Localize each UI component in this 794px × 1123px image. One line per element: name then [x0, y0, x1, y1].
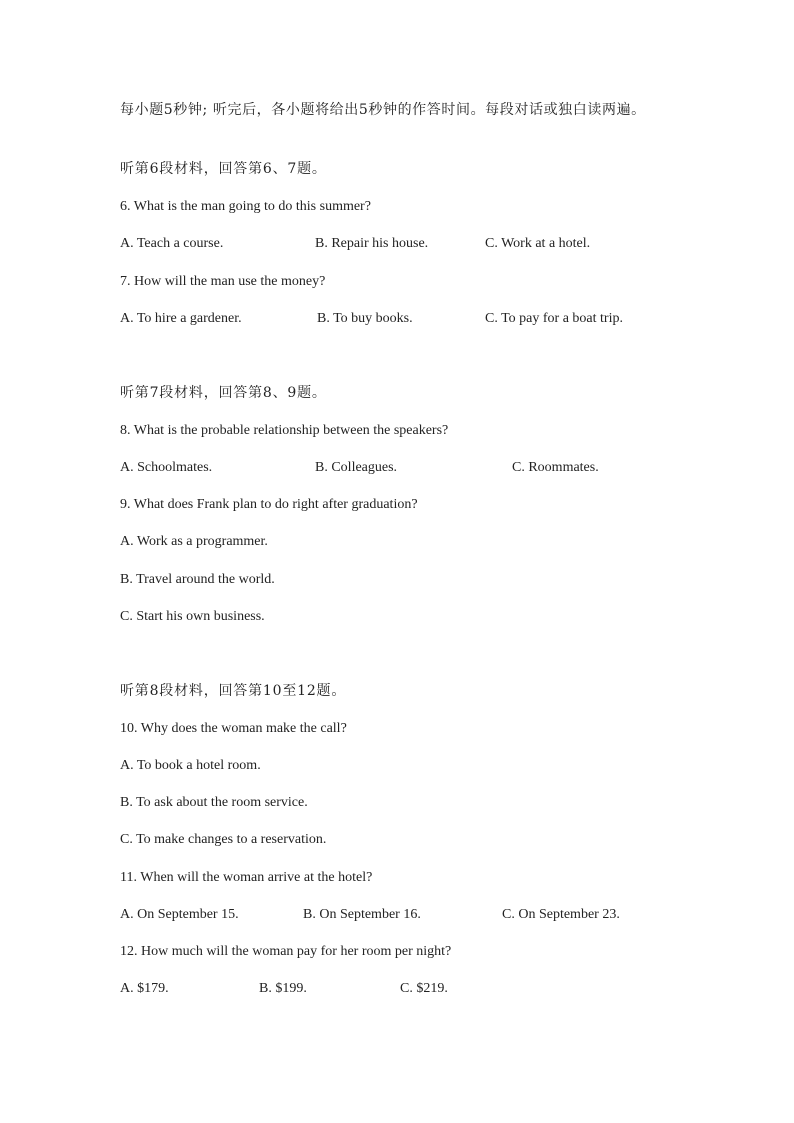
option-a: A. Teach a course.: [120, 236, 224, 251]
question-stem: 12. How much will the woman pay for her room per night?: [120, 944, 452, 959]
option-b: B. To ask about the room service.: [120, 795, 308, 810]
option-a: A. Work as a programmer.: [120, 534, 268, 549]
question-stem: 8. What is the probable relationship between the speakers?: [120, 423, 449, 438]
option-c: C. Start his own business.: [120, 609, 265, 624]
option-b: B. Colleagues.: [315, 460, 398, 475]
question-stem: 11. When will the woman arrive at the hotel?: [120, 870, 373, 885]
option-c: C. Work at a hotel.: [485, 236, 591, 251]
option-a: A. On September 15.: [120, 907, 239, 922]
option-c: C. Roommates.: [512, 460, 599, 475]
question-stem: 7. How will the man use the money?: [120, 274, 326, 289]
option-b: B. To buy books.: [317, 311, 413, 326]
question-stem: 6. What is the man going to do this summer?: [120, 199, 371, 214]
option-c: C. To make changes to a reservation.: [120, 832, 327, 847]
question-stem: 10. Why does the woman make the call?: [120, 721, 347, 736]
option-c: C. On September 23.: [502, 907, 620, 922]
option-c: C. $219.: [400, 981, 448, 996]
option-b: B. On September 16.: [303, 907, 421, 922]
section-heading: 听第7段材料，回答第8、9题。: [120, 385, 327, 401]
option-a: A. To book a hotel room.: [120, 758, 261, 773]
option-a: A. $179.: [120, 981, 169, 996]
option-c: C. To pay for a boat trip.: [485, 311, 623, 326]
option-b: B. Repair his house.: [315, 236, 429, 251]
section-heading: 听第8段材料，回答第10至12题。: [120, 683, 347, 699]
option-b: B. $199.: [259, 981, 307, 996]
section-heading: 听第6段材料，回答第6、7题。: [120, 161, 327, 177]
question-stem: 9. What does Frank plan to do right after graduation?: [120, 497, 418, 512]
option-a: A. To hire a gardener.: [120, 311, 242, 326]
option-a: A. Schoolmates.: [120, 460, 213, 475]
intro-instructions: 每小题5秒钟; 听完后，各小题将给出5秒钟的作答时间。每段对话或独白读两遍。: [120, 102, 646, 118]
option-b: B. Travel around the world.: [120, 572, 275, 587]
